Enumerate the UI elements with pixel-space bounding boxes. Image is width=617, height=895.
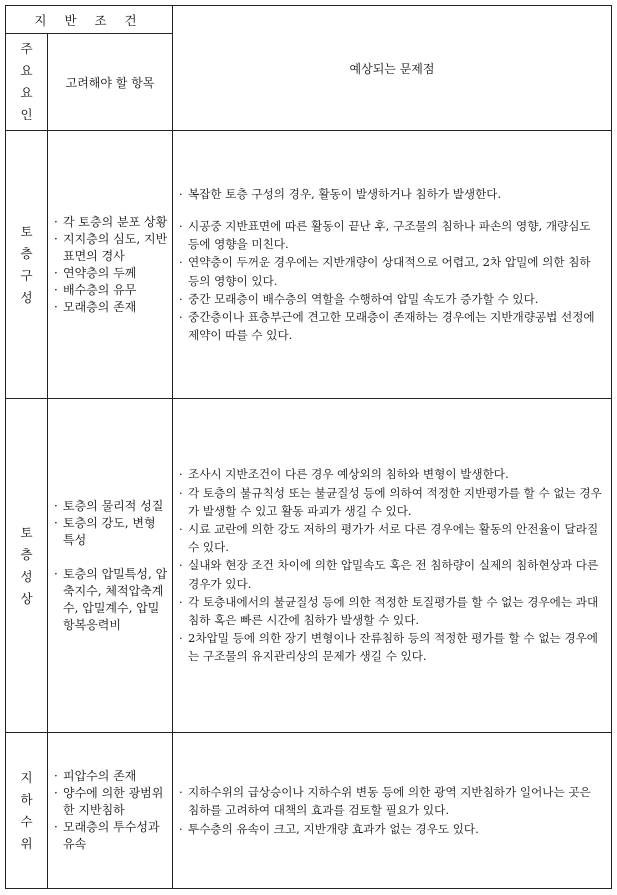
table-row	[6, 131, 612, 399]
factor-label	[6, 131, 48, 399]
list-item: · 피압수의 존재	[54, 769, 137, 783]
factor-char: 토	[20, 223, 33, 239]
factor-char: 상	[20, 590, 33, 606]
list-item: · 토층의 강도, 변형 특성	[54, 515, 156, 547]
main-factor-header	[6, 34, 48, 131]
factor-char: 층	[20, 546, 33, 562]
list-item: · 모래층의 투수성과 유속	[54, 820, 160, 851]
expected-problems-header: 예상되는 문제점	[173, 6, 612, 131]
problem-item: · 투수층의 유속이 크고, 지반개량 효과가 없는 경우도 있다.	[179, 821, 479, 836]
problem-item: · 각 토층의 불규칙성 또는 불균질성 등에 의하여 적정한 지반평가를 할 수 없는 경우가 발생할 수 있고 활동 파괴가 생길 수 있다.	[179, 485, 602, 518]
list-item: · 양수에 의한 광범위한 지반침하	[54, 786, 164, 817]
list-item: · 각 토층의 분포 상황	[54, 214, 168, 229]
problem-item: · 실내와 현장 조건 차이에 의한 압밀속도 혹은 전 침하량이 실제의 침하현상과 다른 경우가 있다.	[179, 558, 599, 591]
list-item: · 연약층의 두께	[54, 265, 137, 280]
problems-cell	[173, 131, 612, 399]
problem-item: · 연약층이 두꺼운 경우에는 지반개량이 상대적으로 어렵고, 2차 압밀에 의한 침하 등의 영향이 있다.	[179, 255, 591, 288]
ground-conditions-header: 지 반 조 건	[6, 6, 173, 34]
list-item: · 토층의 압밀특성, 압축지수, 체적압축계수, 압밀계수, 압밀항복응력비	[54, 566, 168, 632]
factor-char: 구	[20, 267, 33, 283]
factor-char: 성	[20, 289, 33, 305]
items-cell	[48, 733, 173, 889]
factor-char: 하	[20, 791, 33, 807]
problem-item: · 시공중 지반표면에 따른 활동이 끝난 후, 구조물의 침하나 파손의 영향, 개량심도 등에 영향을 미친다.	[179, 218, 591, 252]
problem-item: · 2차압밀 등에 의한 장기 변형이나 잔류침하 등의 적정한 평가를 할 수 없는 경우에는 구조물의 유지관리상의 문제가 생길 수 있다.	[179, 631, 599, 664]
main-factor-char: 요	[20, 63, 33, 78]
factor-char: 지	[20, 769, 33, 785]
items-to-consider-header: 고려해야 할 항목	[48, 34, 173, 131]
problem-item: · 복잡한 토층 구성의 경우, 활동이 발생하거나 침하가 발생한다.	[179, 186, 502, 201]
problem-item: · 지하수위의 급상승이나 지하수위 변동 등에 의한 광역 지반침하가 일어나는 곳은 침하를 고려하여 대책의 효과를 검토할 필요가 있다.	[179, 785, 591, 818]
factor-char: 수	[20, 813, 33, 829]
factor-label	[6, 733, 48, 889]
ground-conditions-table	[5, 5, 612, 889]
factor-char: 위	[20, 835, 33, 851]
factor-label	[6, 399, 48, 733]
factor-char: 성	[20, 568, 33, 584]
list-item: · 토층의 물리적 성질	[54, 498, 164, 513]
header-row-top	[6, 6, 612, 34]
list-item: · 지지층의 심도, 지반표면의 경사	[54, 231, 168, 263]
table-row	[6, 733, 612, 889]
problem-item: · 시료 교란에 의한 강도 저하의 평가가 서로 다른 경우에는 활동의 안전율이 달라질 수 있다.	[179, 521, 599, 555]
list-item: · 배수층의 유무	[54, 282, 137, 297]
main-factor-char: 인	[20, 107, 33, 122]
problem-item: · 중간층이나 표층부근에 견고한 모래층이 존재하는 경우에는 지반개량공법 선정에 제약이 따를 수 있다.	[179, 309, 595, 343]
main-factor-char: 주	[20, 41, 33, 56]
factor-char: 토	[20, 524, 33, 540]
factor-char: 층	[20, 245, 33, 261]
problem-item: · 중간 모래층이 배수층의 역할을 수행하여 압밀 속도가 증가할 수 있다.	[179, 291, 539, 306]
problem-item: · 조사시 지반조건이 다른 경우 예상외의 침하와 변형이 발생한다.	[179, 467, 509, 482]
items-cell	[48, 131, 173, 399]
problems-cell	[173, 399, 612, 733]
items-cell	[48, 399, 173, 733]
table-row	[6, 399, 612, 733]
problems-cell	[173, 733, 612, 889]
problem-item: · 각 토층내에서의 불균질성 등에 의한 적정한 토질평가를 할 수 없는 경우에는 과대침하 혹은 빠른 시간에 침하가 발생할 수 있다.	[179, 594, 599, 627]
main-factor-char: 요	[20, 85, 33, 100]
list-item: · 모래층의 존재	[54, 299, 137, 314]
